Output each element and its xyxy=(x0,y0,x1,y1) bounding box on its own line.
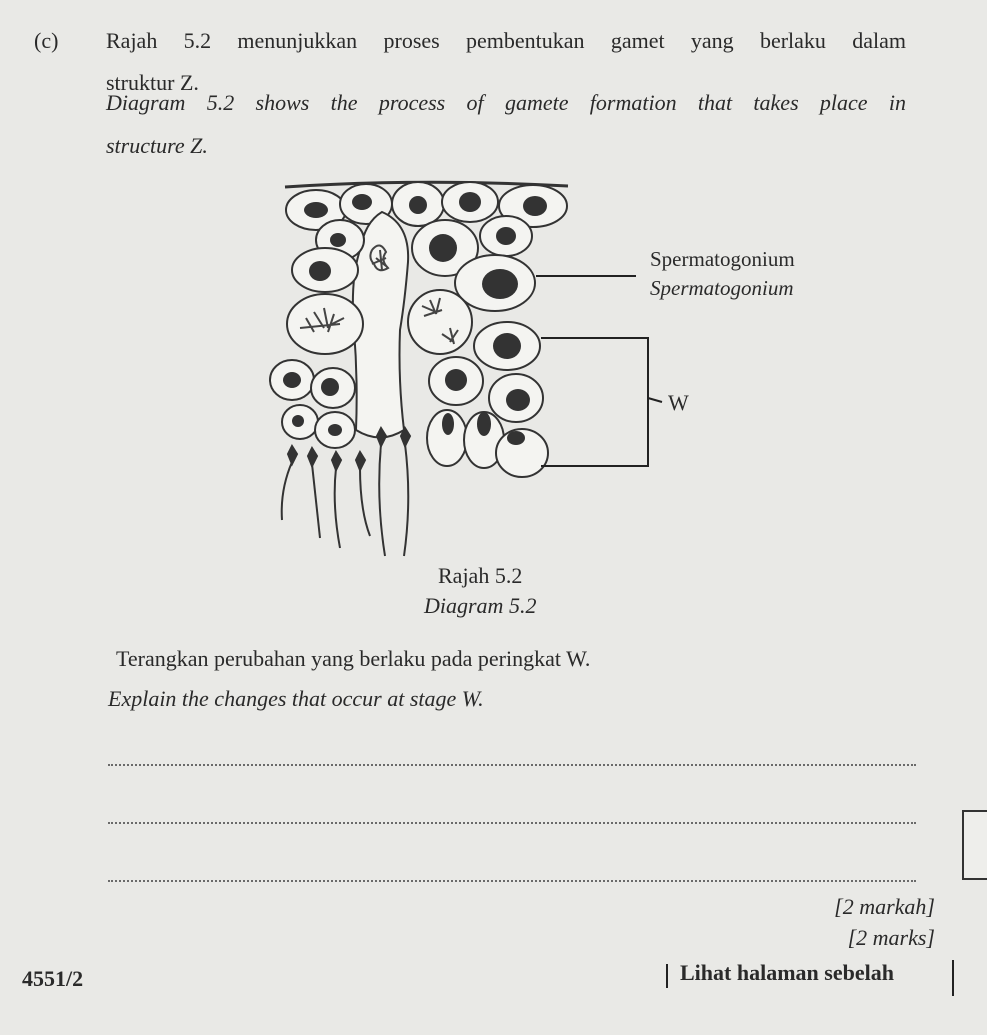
examiner-mark-box xyxy=(962,810,987,880)
diagram-caption-malay: Rajah 5.2 xyxy=(438,563,523,588)
label-spermatogonium-malay: Spermatogonium xyxy=(650,247,795,271)
marks-english: [2 marks] xyxy=(847,925,935,950)
answer-line-3[interactable] xyxy=(108,880,916,882)
task-malay: Terangkan perubahan yang berlaku pada peringkat W. xyxy=(116,646,591,671)
marks-malay: [2 markah] xyxy=(834,894,935,919)
task-english: Explain the changes that occur at stage W. xyxy=(108,686,484,711)
footer-right-rule xyxy=(952,960,954,996)
label-spermatogonium-english: Spermatogonium xyxy=(650,276,794,300)
question-malay-line-2: struktur Z. xyxy=(106,70,199,95)
diagram-caption-english: Diagram 5.2 xyxy=(424,593,537,618)
stage-w-bracket xyxy=(541,338,648,466)
label-stage-w: W xyxy=(668,390,689,415)
answer-line-1[interactable] xyxy=(108,764,916,766)
stage-w-bracket-tick xyxy=(648,398,662,402)
question-english-line-1: Diagram 5.2 shows the process of gamete formation that takes place in xyxy=(106,90,906,115)
question-part-label: (c) xyxy=(34,28,59,53)
question-malay-line-1: Rajah 5.2 menunjukkan proses pembentukan gamet yang berlaku dalam xyxy=(106,28,906,53)
paper-code: 4551/2 xyxy=(22,966,84,991)
next-page-text: Lihat halaman sebelah xyxy=(680,960,894,985)
question-english-line-2: structure Z. xyxy=(106,133,208,158)
answer-line-2[interactable] xyxy=(108,822,916,824)
dividing-spermatocyte-cell xyxy=(287,294,363,354)
footer-separator xyxy=(666,964,668,988)
